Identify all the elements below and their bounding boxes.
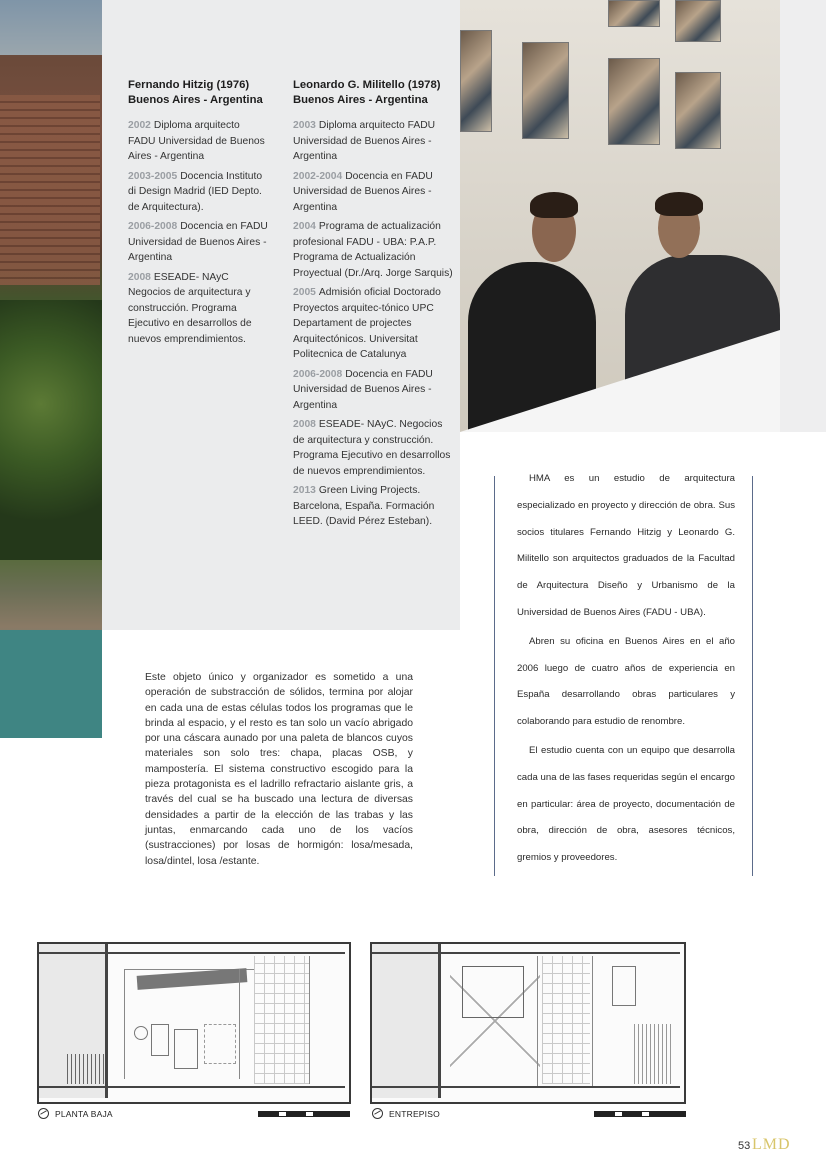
bio-text: Docencia en FADU Universidad de Buenos Aires - Argentina [293, 368, 433, 411]
page-margin [780, 0, 826, 432]
scale-bar-icon [594, 1111, 686, 1117]
exterior-photo [0, 0, 102, 738]
bio-year: 2004 [293, 221, 316, 232]
bio-name: Leonardo G. Militello (1978) [293, 79, 441, 91]
bio-entry [293, 367, 453, 414]
plan-label-baja [38, 1108, 113, 1119]
architects-portrait-photo [460, 0, 780, 432]
bio-text: Diploma arquitecto FADU Universidad de Buenos Aires - Argentina [128, 120, 265, 162]
bio-text: Diploma arquitecto FADU Universidad de Buenos Aires - Argentina [293, 120, 436, 162]
bio-text: Green Living Projects. Barcelona, España. Formación LEED. (David Pérez Esteban). [293, 485, 435, 527]
bio-text: ESEADE- NAyC Negocios de arquitectura y construcción. Programa Ejecutivo en desarrollos de nuevos emprendimientos. [128, 271, 252, 345]
page-number: 53 [738, 1140, 751, 1152]
hma-column [494, 473, 753, 876]
bio-year: 2003 [293, 120, 316, 131]
bio-entry [293, 285, 453, 363]
bio-year: 2005 [293, 287, 316, 298]
hma-paragraph: El estudio cuenta con un equipo que desarrolla cada una de las fases requeridas según el encargo en particular: área de proyecto, documentación de obra, dirección de obra, asesores técnicos, gremios y proveedores. [517, 744, 735, 864]
body-paragraph: Este objeto único y organizador es sometido a una operación de substracción de sólidos, termina por alojar en cada una de estas células todos los programas que le brinda al espacio, y el resto es tan solo un vacío abrigado por una cáscara aunado por una paleta de blancos cuyos materiales son solo tres: chapa, placas OSB, y mampostería. El sistema constructivo escogido para la pieza protagonista es el ladrillo refractario aislante gris, a través del cual se ha buscado una lectura de diversas densidades a partir de la elección de las trabas y las juntas, enmarcando cada uno de los vacíos (sustracciones) por losas de hormigón: losa/mesada, losa/dintel, losa /estante. [145, 672, 413, 867]
north-arrow-icon [38, 1108, 49, 1119]
plan-label-entrepiso [372, 1108, 440, 1119]
bio-text: Docencia Instituto di Design Madrid (IED Depto. de Arquitectura). [128, 170, 263, 213]
bio-text: Admisión oficial Doctorado Proyectos arquitec-tónico UPC Departament de projectes Arquitectónicos. Universitat Politecnica de Catalunya [293, 287, 441, 360]
bio-entry [293, 219, 453, 281]
magazine-logo: LMD [752, 1136, 791, 1153]
bio-leonardo [293, 78, 453, 530]
plan-title: ENTREPISO [389, 1108, 440, 1119]
bio-entry [293, 417, 453, 479]
scale-bar-icon [258, 1111, 350, 1117]
bio-entry [293, 169, 453, 216]
floor-plan-entrepiso [370, 942, 686, 1104]
bio-text: Docencia en FADU Universidad de Buenos Aires - Argentina [128, 221, 268, 263]
bio-year: 2002 [128, 120, 151, 131]
bio-year: 2003-2005 [128, 170, 178, 182]
north-arrow-icon [372, 1108, 383, 1119]
bio-entry [128, 270, 268, 348]
bio-fernando [128, 78, 268, 347]
bio-year: 2008 [293, 419, 316, 430]
bio-year: 2013 [293, 485, 316, 496]
hma-paragraph: HMA es un estudio de arquitectura especializado en proyecto y dirección de obra. Sus socios titulares Fernando Hitzig y Leonardo G. Militello son arquitectos graduados de la Facultad de Arquitectura Diseño y Urbanismo de la Universidad de Buenos Aires (FADU - UBA). [517, 473, 735, 618]
bio-text: Docencia en FADU Universidad de Buenos Aires - Argentina [293, 170, 433, 213]
bio-entry [293, 483, 453, 530]
bio-year: 2008 [128, 271, 151, 283]
bio-origin: Buenos Aires - Argentina [128, 94, 263, 106]
floor-plan-planta-baja [37, 942, 351, 1104]
plan-title: PLANTA BAJA [55, 1108, 113, 1119]
bio-year: 2002-2004 [293, 170, 343, 182]
bio-entry [128, 219, 268, 266]
bio-entry [128, 169, 268, 216]
bio-year: 2006-2008 [293, 368, 343, 380]
bio-year: 2006-2008 [128, 221, 178, 232]
bio-entry [293, 118, 453, 165]
hma-paragraph: Abren su oficina en Buenos Aires en el año 2006 luego de cuatro años de experiencia en España desarrollando obras particulares y colaborando para estudio de renombre. [517, 635, 735, 728]
bio-entry [128, 118, 268, 165]
bio-text: Programa de actualización profesional FADU - UBA: P.A.P. Programa de Actualización Proyectual (Dr./Arq. Jorge Sarquis) [293, 221, 453, 279]
bio-text: ESEADE- NAyC. Negocios de arquitectura y construcción. Programa Ejecutivo en desarrollos de nuevos emprendimientos. [293, 419, 451, 477]
bio-origin: Buenos Aires - Argentina [293, 94, 428, 106]
bio-name: Fernando Hitzig (1976) [128, 79, 250, 91]
